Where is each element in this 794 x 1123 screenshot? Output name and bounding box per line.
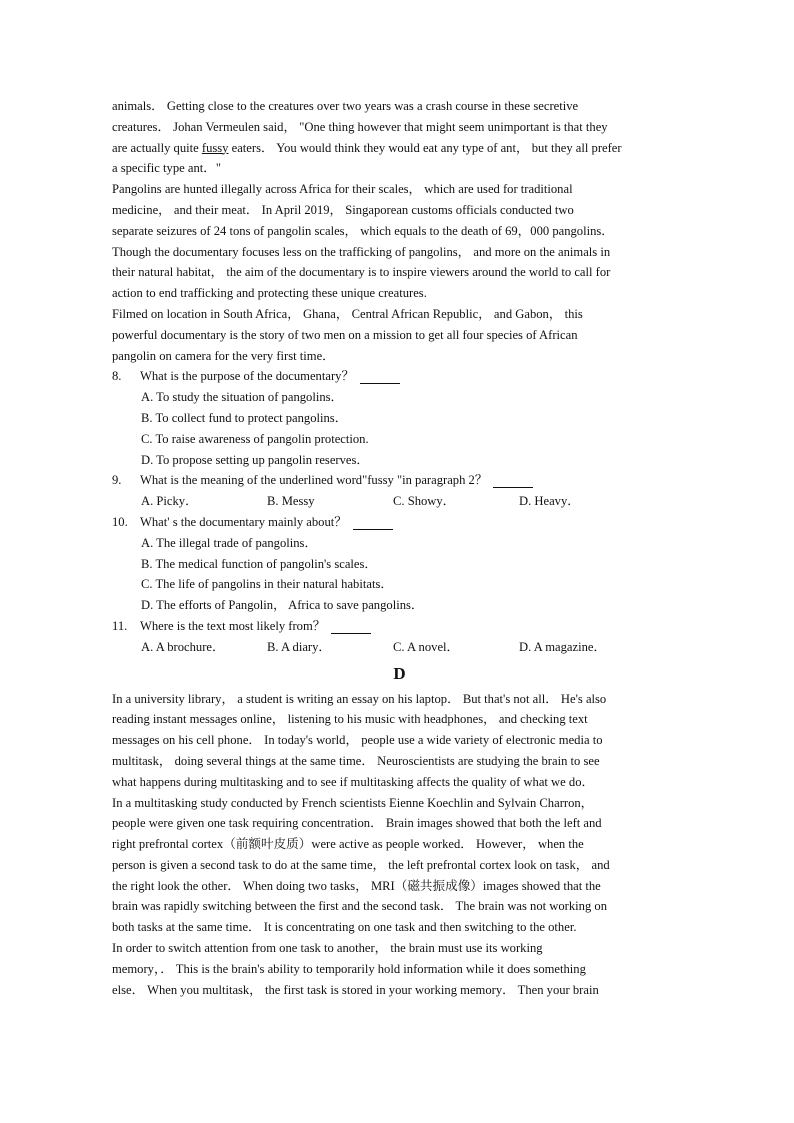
- passage-c: [112, 96, 687, 366]
- question-stem: [112, 470, 687, 491]
- passage-line: Pangolins are hunted illegally across Africa for their scales， which are used for traditional: [112, 182, 573, 197]
- option-a: A. To study the situation of pangolins．: [141, 390, 344, 405]
- answer-blank[interactable]: [353, 516, 393, 530]
- underlined-word: fussy: [201, 140, 229, 155]
- passage-line: what happens during multitasking and to see if multitasking affects the quality of what we do．: [112, 774, 595, 789]
- passage-line: brain was rapidly switching between the first and the second task． The brain was not working on: [112, 899, 608, 914]
- passage-line: Though the documentary focuses less on the trafficking of pangolins， and more on the animals in: [112, 244, 611, 259]
- passage-line: In order to switch attention from one task to another， the brain must use its working: [112, 941, 543, 956]
- option-b: B. A diary．: [267, 639, 332, 654]
- question-8: [112, 366, 687, 470]
- answer-blank[interactable]: [331, 620, 371, 634]
- options-row: [112, 637, 687, 658]
- question-text: Where is the text most likely from？: [140, 618, 326, 633]
- passage-line: powerful documentary is the story of two men on a mission to get all four species of African: [112, 327, 578, 342]
- passage-line: a specific type ant．": [112, 161, 221, 176]
- question-text: What' s the documentary mainly about？: [140, 514, 347, 529]
- passage-line: multitask， doing several things at the same time． Neuroscientists are studying the brain to see: [112, 753, 600, 768]
- answer-blank[interactable]: [493, 474, 533, 488]
- passage-d: [112, 689, 687, 1001]
- question-text: What is the purpose of the documentary？: [140, 369, 355, 384]
- options-row: [112, 491, 687, 512]
- question-stem: [112, 616, 687, 637]
- question-number: 10.: [112, 514, 128, 529]
- option-c: C. Showy．: [393, 494, 456, 509]
- passage-line: reading instant messages online， listening to his music with headphones， and checking text: [112, 712, 588, 727]
- passage-line: Filmed on location in South Africa， Ghana， Central African Republic， and Gabon， this: [112, 306, 583, 321]
- option-d: D. The efforts of Pangolin， Africa to save pangolins．: [141, 598, 424, 613]
- question-stem: [112, 512, 687, 533]
- passage-line: creatures． Johan Vermeulen said， "One thing however that might seem unimportant is that they: [112, 119, 608, 134]
- passage-line-underlined: [112, 138, 687, 159]
- passage-line: their natural habitat， the aim of the documentary is to inspire viewers around the world to call for: [112, 265, 611, 280]
- question-stem: [112, 366, 687, 387]
- passage-line: people were given one task requiring concentration． Brain images showed that both the left and: [112, 816, 602, 831]
- option-b: B. The medical function of pangolin's scales．: [141, 556, 378, 571]
- option-c: C. A novel．: [393, 639, 460, 654]
- text-segment: eaters． You would think they would eat any type of ant， but they all prefer: [228, 140, 622, 155]
- passage-line: else． When you multitask， the first task is stored in your working memory． Then your brain: [112, 982, 599, 997]
- option-d: D. Heavy．: [519, 494, 580, 509]
- passage-line: right prefrontal cortex（前额叶皮质）were active as people worked． However， when the: [112, 837, 584, 852]
- option-c: C. The life of pangolins in their natural habitats．: [141, 577, 393, 592]
- option-a: A. The illegal trade of pangolins．: [141, 535, 318, 550]
- passage-line: medicine， and their meat． In April 2019， Singaporean customs officials conducted two: [112, 202, 574, 217]
- option-d: D. A magazine．: [519, 639, 607, 654]
- option-c: C. To raise awareness of pangolin protection.: [141, 431, 369, 446]
- passage-line: the right look the other． When doing two tasks， MRI（磁共振成像）images showed that the: [112, 878, 601, 893]
- option-d: D. To propose setting up pangolin reserves．: [141, 452, 369, 467]
- question-number: 11.: [112, 618, 128, 633]
- passage-line: separate seizures of 24 tons of pangolin scales， which equals to the death of 69，000 pangolins．: [112, 223, 614, 238]
- passage-line: action to end trafficking and protecting these unique creatures.: [112, 286, 427, 301]
- question-text: What is the meaning of the underlined word"fussy "in paragraph 2？: [140, 473, 488, 488]
- question-10: [112, 512, 687, 616]
- option-b: B. Messy: [267, 494, 315, 509]
- section-heading: D: [393, 663, 406, 683]
- question-number: 8.: [112, 369, 122, 384]
- passage-line: both tasks at the same time． It is concentrating on one task and then switching to the other.: [112, 920, 577, 935]
- answer-blank[interactable]: [360, 370, 400, 384]
- text-segment: are actually quite: [112, 140, 202, 155]
- passage-line: person is given a second task to do at the same time， the left prefrontal cortex look on task， and: [112, 857, 610, 872]
- option-b: B. To collect fund to protect pangolins．: [141, 410, 348, 425]
- option-a: A. A brochure．: [141, 639, 225, 654]
- passage-line: In a multitasking study conducted by French scientists Eienne Koechlin and Sylvain Charron，: [112, 795, 594, 810]
- passage-line: animals． Getting close to the creatures over two years was a crash course in these secretive: [112, 99, 579, 113]
- passage-line: pangolin on camera for the very first time．: [112, 348, 335, 363]
- question-9: [112, 470, 687, 512]
- question-11: [112, 616, 687, 658]
- question-number: 9.: [112, 473, 122, 488]
- passage-line: memory，． This is the brain's ability to temporarily hold information while it does something: [112, 961, 586, 976]
- document-content: [112, 96, 687, 1000]
- passage-line: In a university library， a student is writing an essay on his laptop． But that's not all． He's also: [112, 691, 607, 706]
- passage-line: messages on his cell phone． In today's world， people use a wide variety of electronic media to: [112, 733, 603, 748]
- option-a: A. Picky．: [141, 494, 198, 509]
